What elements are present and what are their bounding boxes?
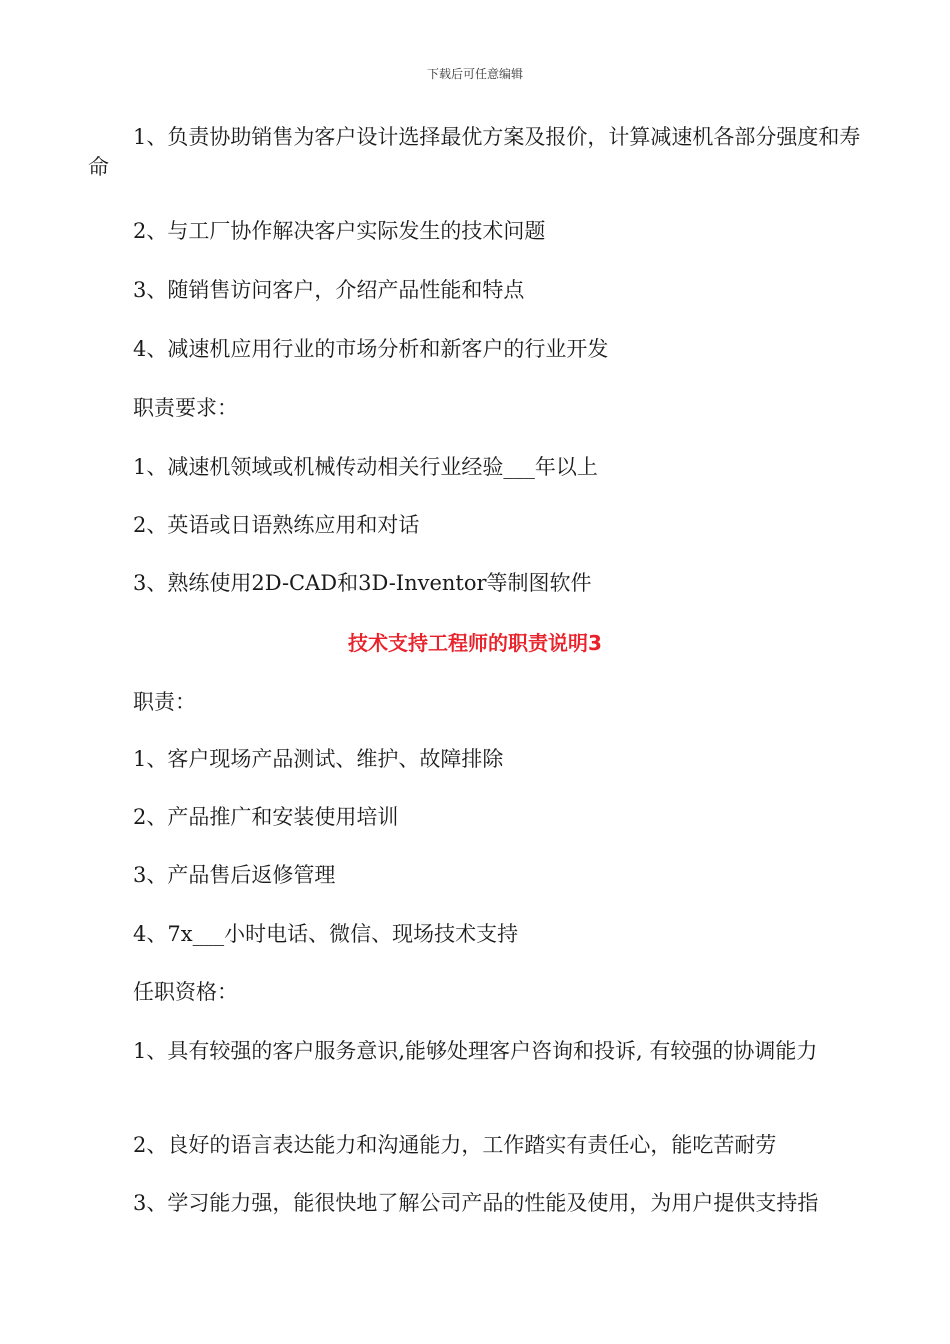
page-header: 下载后可任意编辑 bbox=[426, 67, 523, 81]
duties-label: 职责： bbox=[133, 690, 196, 714]
qualification-item: 1、具有较强的客户服务意识,能够处理客户咨询和投诉, 有较强的协调能力 bbox=[133, 1039, 818, 1063]
section-title: 技术支持工程师的职责说明3 bbox=[348, 631, 602, 655]
duty-item: 3、产品售后返修管理 bbox=[133, 863, 336, 887]
duty-item: 4、减速机应用行业的市场分析和新客户的行业开发 bbox=[133, 337, 609, 361]
requirement-item: 1、减速机领域或机械传动相关行业经验___年以上 bbox=[133, 455, 598, 479]
requirements-label: 职责要求： bbox=[133, 396, 238, 420]
qualification-item: 2、良好的语言表达能力和沟通能力，工作踏实有责任心，能吃苦耐劳 bbox=[133, 1133, 777, 1157]
duty-item: 2、与工厂协作解决客户实际发生的技术问题 bbox=[133, 219, 546, 243]
duty-item: 1、负责协助销售为客户设计选择最优方案及报价，计算减速机各部分强度和寿命 bbox=[88, 125, 861, 179]
duty-item: 3、随销售访问客户，介绍产品性能和特点 bbox=[133, 278, 525, 302]
qualifications-label: 任职资格： bbox=[133, 980, 238, 1004]
duty-item: 1、客户现场产品测试、维护、故障排除 bbox=[133, 747, 504, 771]
requirement-item: 2、英语或日语熟练应用和对话 bbox=[133, 513, 420, 537]
qualification-item: 3、学习能力强，能很快地了解公司产品的性能及使用，为用户提供支持指 bbox=[133, 1191, 819, 1215]
requirement-item: 3、熟练使用2D-CAD和3D-Inventor等制图软件 bbox=[133, 571, 592, 595]
duty-item: 2、产品推广和安装使用培训 bbox=[133, 805, 399, 829]
duty-item: 4、7x___小时电话、微信、现场技术支持 bbox=[133, 922, 519, 946]
